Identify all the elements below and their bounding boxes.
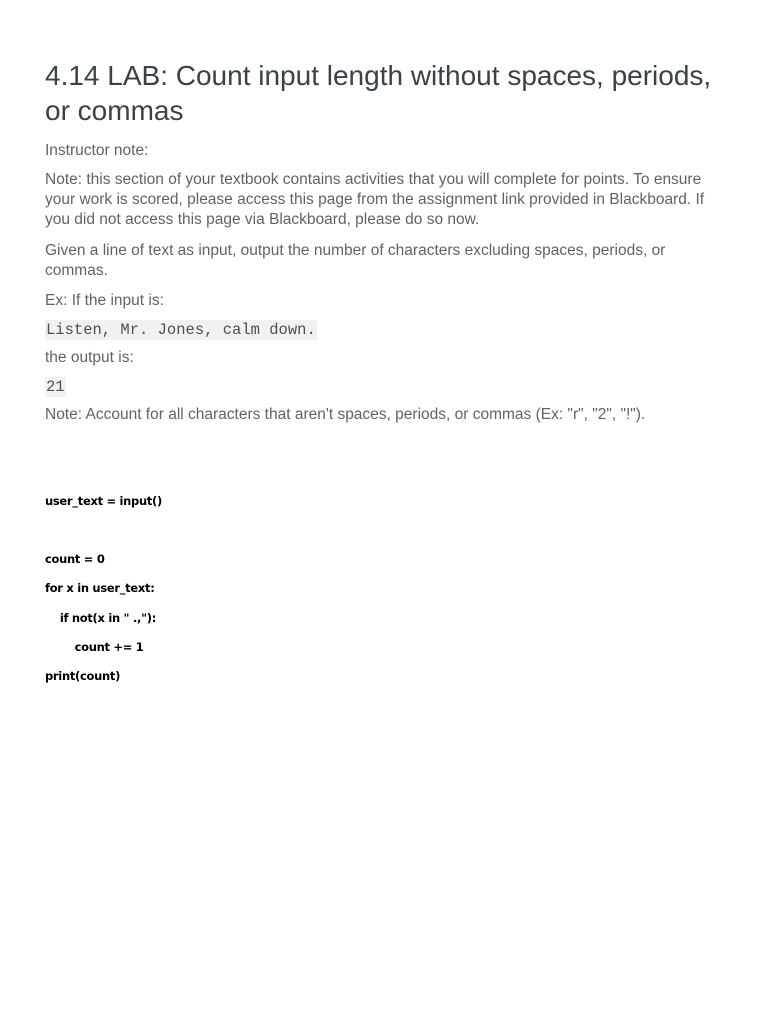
- example-output-code: 21: [46, 378, 65, 396]
- page-title: 4.14 LAB: Count input length without spaces, periods, or commas: [45, 60, 712, 126]
- instructor-note-label: Instructor note:: [45, 142, 149, 159]
- code-line: count += 1: [45, 640, 144, 654]
- code-line: if not(x in " .,"):: [45, 611, 157, 625]
- example-input-label: Ex: If the input is:: [45, 292, 164, 309]
- description-paragraph: Given a line of text as input, output the number of characters excluding spaces, periods, or commas.: [45, 242, 666, 279]
- example-output-label: the output is:: [45, 349, 134, 366]
- code-line: print(count): [45, 669, 121, 683]
- note-paragraph: Note: this section of your textbook contains activities that you will complete for points. To ensure your work is scored, please access this page from the assignment link provided in Blackboard. If you did not access this page via Blackboard, please do so now.: [45, 171, 705, 228]
- example-input-code: Listen, Mr. Jones, calm down.: [46, 321, 316, 339]
- code-line: for x in user_text:: [45, 581, 155, 595]
- account-note: Note: Account for all characters that aren't spaces, periods, or commas (Ex: "r", "2", "!").: [45, 406, 646, 423]
- code-line: count = 0: [45, 552, 105, 566]
- code-line: user_text = input(): [45, 494, 162, 508]
